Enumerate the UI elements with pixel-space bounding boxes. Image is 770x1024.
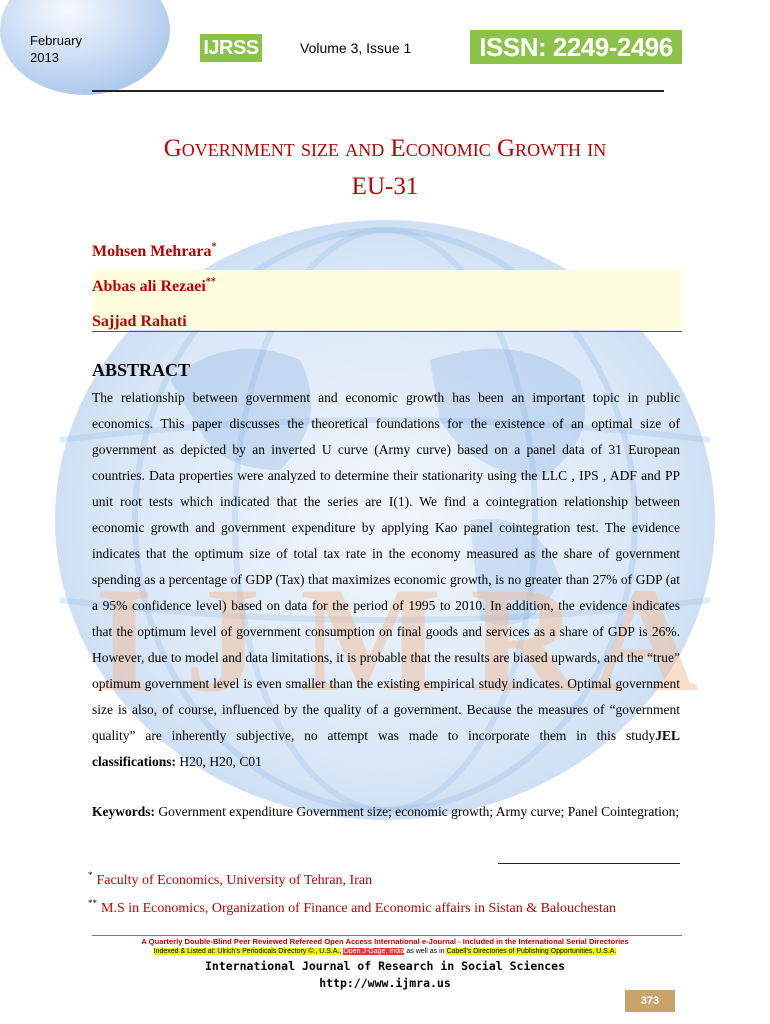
author-3[interactable]: Sajjad Rahati [92, 313, 187, 330]
abstract-body [92, 385, 680, 775]
abstract-heading: ABSTRACT [92, 360, 191, 380]
svg-text:I: I [95, 557, 154, 723]
author-list [92, 234, 692, 339]
keywords-text: Government expenditure Government size; economic growth; Army curve; Panel Cointegration; [155, 804, 680, 819]
author-divider [92, 331, 682, 332]
indexing-connector: as well as in [404, 948, 447, 955]
journal-url-link[interactable]: http://www.ijmra.us [319, 976, 451, 990]
footnote-2-text: M.S in Economics, Organization of Finance and Economic affairs in Sistan & Balouchestan [101, 901, 617, 916]
indexing-cabell: Cabell’s Directories of Publishing Opportunities, U.S.A. [446, 948, 617, 955]
abstract-text: The relationship between government and economic growth has been an important topic in public economics. This paper discusses the theoretical foundations for the existence of an optimal size of government as depicted by an inverted U curve (Army curve) based on a panel data of 31 European countries. Data properties were analyzed to determine their stationarity using the LLC , IPS , ADF and PP unit root tests which indicated that the series are I(1). We find a cointegration relationship between economic growth and government expenditure by applying Kao panel cointegration test. The evidence indicates that the optimum size of total tax rate in the economy measured as the share of government spending as a percentage of GDP (Tax) that maximizes economic growth, is no greater than 27% of GDP (at a 95% confidence level) based on data for the period of 1995 to 2010. In addition, the evidence indicates that the optimum level of government consumption on final goods and services as a share of GDP is 26%. However, due to model and data limitations, it is probable that the results are biased upwards, and the “true” optimum government level is even smaller than the existing empirical study indicates. Optimal government size is also, of course, influenced by the quality of a government. Because the measures of “government quality” are inherently subjective, no attempt was made to incorporate them in this study [92, 390, 680, 743]
page-number: 373 [625, 990, 675, 1012]
title-line-1: Government size and Economic Growth in [163, 135, 607, 162]
footnote-2-mark: ** [88, 898, 97, 909]
journal-full-name: International Journal of Research in Social Sciences [204, 959, 566, 973]
footnote-1 [88, 870, 688, 889]
svg-text:A: A [590, 557, 699, 723]
journal-abbreviation: IJRSS [200, 34, 262, 62]
svg-text:R: R [470, 557, 579, 723]
title-line-2: EU-31 [351, 173, 419, 200]
keywords-label: Keywords: [92, 804, 155, 819]
date-year: 2013 [30, 50, 59, 65]
issn-badge: ISSN: 2249-2496 [470, 30, 682, 64]
footer-indexing [80, 948, 690, 955]
keywords [92, 800, 680, 824]
footer-journal-description: A Quarterly Double-Blind Peer Reviewed Refereed Open Access International e-Journal - Included in the International Serial Directories [141, 937, 629, 946]
jel-label: JEL classifications: [92, 728, 680, 769]
svg-text:J: J [185, 557, 260, 723]
paper-title [88, 130, 682, 206]
footnote-divider [498, 863, 680, 864]
jel-values: H20, H20, C01 [176, 754, 262, 769]
indexing-jgage: Open J-Gage, India [343, 948, 405, 955]
footnote-1-mark: * [88, 870, 93, 881]
svg-text:M: M [300, 557, 442, 723]
author-1[interactable]: Mohsen Mehrara* [92, 241, 217, 260]
footer-journal-name [80, 958, 690, 992]
date-month: February [30, 33, 83, 48]
footer-divider [92, 935, 682, 936]
issue-date-badge [30, 32, 110, 72]
author-2[interactable]: Abbas ali Rezaei** [92, 276, 216, 295]
indexing-ulrich: Indexed & Listed at: Ulrich's Periodicals Directory ©., U.S.A., [153, 948, 342, 955]
footnote-1-text: Faculty of Economics, University of Tehran, Iran [96, 873, 373, 888]
volume-issue: Volume 3, Issue 1 [300, 40, 412, 56]
footnote-2 [88, 898, 688, 917]
header-divider [92, 90, 664, 92]
